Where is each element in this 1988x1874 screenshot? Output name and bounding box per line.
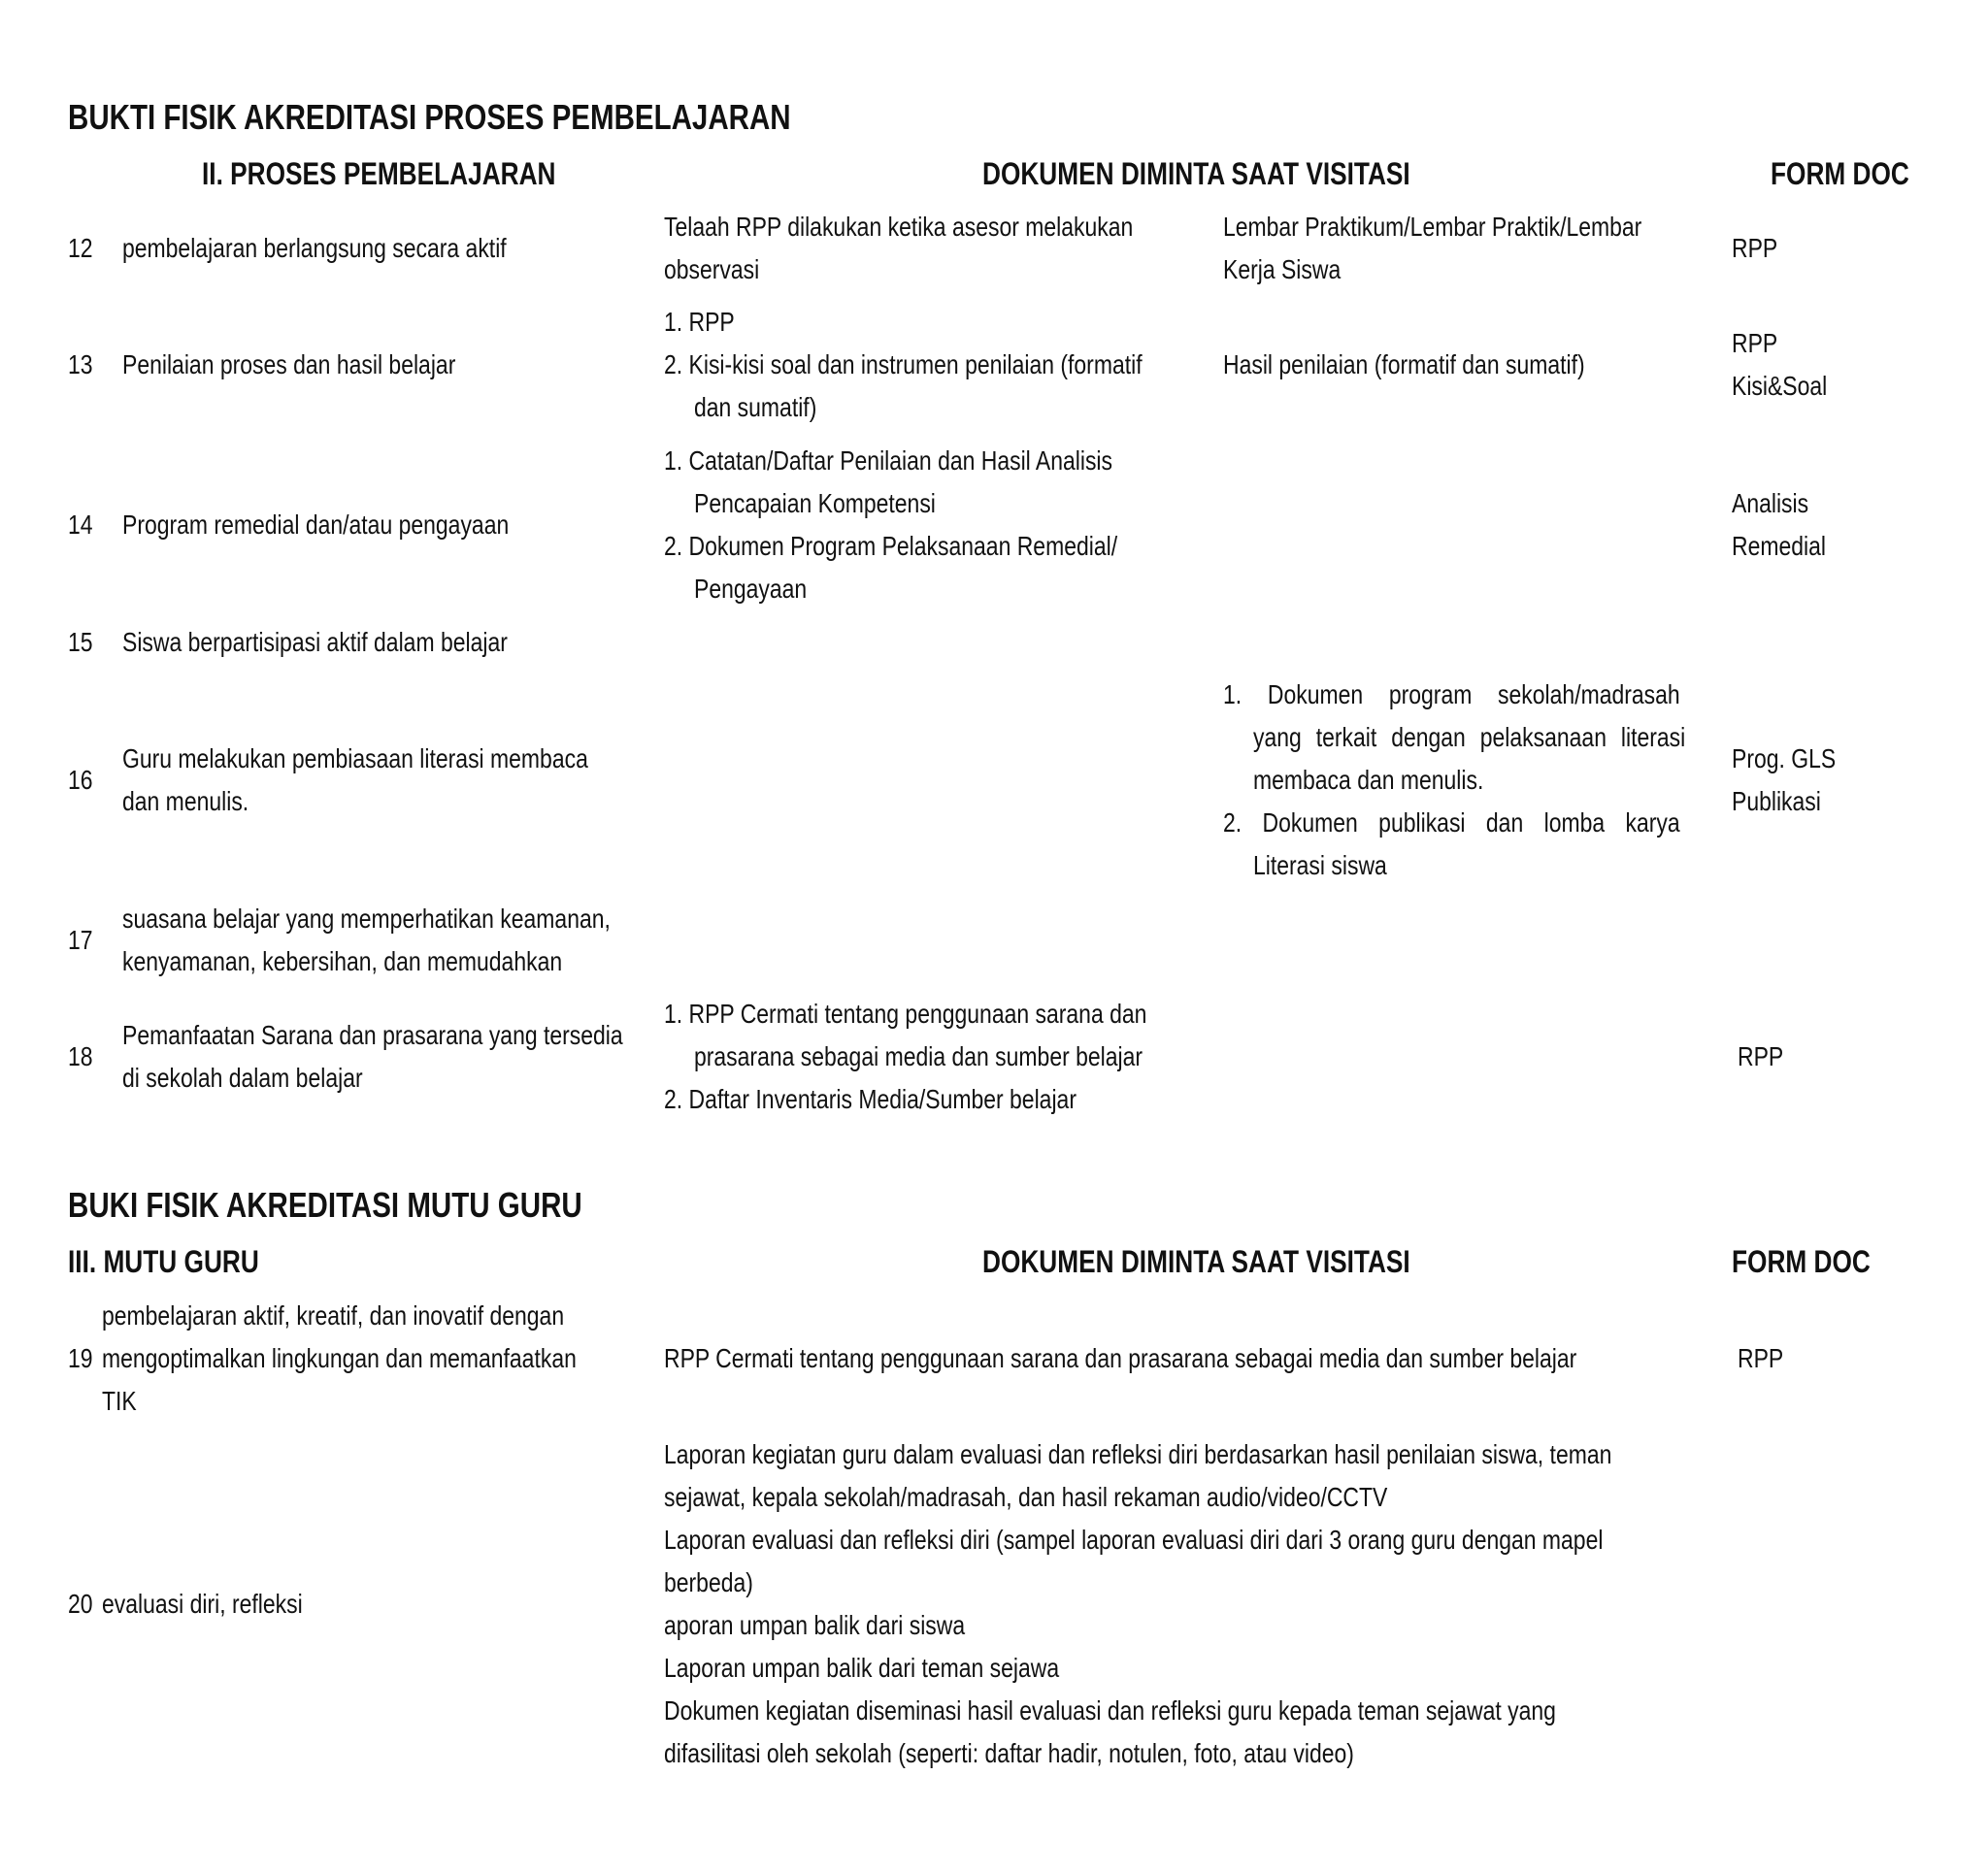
row-doc-line: 2. Dokumen publikasi dan lomba karya <box>1223 807 1680 838</box>
row-topic: di sekolah dalam belajar <box>122 1063 363 1093</box>
row-doc-line: prasarana sebagai media dan sumber belajar <box>694 1041 1143 1071</box>
row-topic: pembelajaran aktif, kreatif, dan inovatif dengan <box>102 1300 565 1331</box>
row-topic: Penilaian proses dan hasil belajar <box>122 349 456 379</box>
row-doc-line: berbeda) <box>664 1567 753 1597</box>
row-doc-line: Dokumen kegiatan diseminasi hasil evaluasi dan refleksi guru kepada teman sejawat yang <box>664 1695 1556 1726</box>
row-doc-line: yang terkait dengan pelaksanaan literasi <box>1253 722 1686 752</box>
row-doc-line: RPP Cermati tentang penggunaan sarana dan prasarana sebagai media dan sumber belajar <box>664 1343 1577 1373</box>
row-number: 17 <box>68 925 93 955</box>
row-doc-line: Laporan kegiatan guru dalam evaluasi dan refleksi diri berdasarkan hasil penilaian siswa, teman <box>664 1439 1612 1469</box>
row-doc-line: Laporan umpan balik dari teman sejawa <box>664 1653 1060 1683</box>
row-doc-line: Lembar Praktikum/Lembar Praktik/Lembar <box>1223 212 1642 242</box>
row-doc-line: Pencapaian Kompetensi <box>694 488 936 518</box>
row-topic: Pemanfaatan Sarana dan prasarana yang tersedia <box>122 1020 623 1050</box>
section1-col-topic-header: II. PROSES PEMBELAJARAN <box>202 156 556 191</box>
row-doc-line: aporan umpan balik dari siswa <box>664 1610 966 1640</box>
section2-title: BUKI FISIK AKREDITASI MUTU GURU <box>68 1185 582 1225</box>
row-doc-line: Literasi siswa <box>1253 850 1387 880</box>
row-form: RPP <box>1732 328 1778 358</box>
row-doc-line: 1. Catatan/Daftar Penilaian dan Hasil Analisis <box>664 445 1113 476</box>
row-form: RPP <box>1738 1041 1784 1071</box>
row-form: Remedial <box>1732 531 1826 561</box>
row-doc-line: 2. Kisi-kisi soal dan instrumen penilaian (formatif <box>664 349 1143 379</box>
row-number: 16 <box>68 765 93 795</box>
row-doc-line: 1. RPP Cermati tentang penggunaan sarana dan <box>664 999 1147 1029</box>
section2-col-topic-header: III. MUTU GURU <box>68 1244 259 1279</box>
row-doc-line: 1. RPP <box>664 307 735 337</box>
row-topic: Program remedial dan/atau pengayaan <box>122 510 510 540</box>
row-form: Publikasi <box>1732 786 1821 816</box>
row-topic: mengoptimalkan lingkungan dan memanfaatkan <box>102 1343 577 1373</box>
row-topic: suasana belajar yang memperhatikan keamanan, <box>122 904 611 934</box>
row-doc-line: 2. Daftar Inventaris Media/Sumber belajar <box>664 1084 1077 1114</box>
row-doc-line: Laporan evaluasi dan refleksi diri (sampel laporan evaluasi diri dari 3 orang guru dengan mapel <box>664 1525 1604 1555</box>
section2-col-docs-header: DOKUMEN DIMINTA SAAT VISITASI <box>982 1244 1410 1279</box>
row-form: Prog. GLS <box>1732 743 1837 773</box>
row-doc-line: Telaah RPP dilakukan ketika asesor melakukan <box>664 212 1134 242</box>
row-doc-line: sejawat, kepala sekolah/madrasah, dan hasil rekaman audio/video/CCTV <box>664 1482 1388 1512</box>
row-doc-line: difasilitasi oleh sekolah (seperti: daftar hadir, notulen, foto, atau video) <box>664 1738 1354 1768</box>
row-number: 13 <box>68 349 93 379</box>
row-topic: Siswa berpartisipasi aktif dalam belajar <box>122 627 508 657</box>
row-doc-line: Hasil penilaian (formatif dan sumatif) <box>1223 349 1585 379</box>
row-number: 15 <box>68 627 93 657</box>
section1-col-form-header: FORM DOC <box>1771 156 1909 191</box>
row-doc-line: 2. Dokumen Program Pelaksanaan Remedial/ <box>664 531 1118 561</box>
row-doc-line: observasi <box>664 254 760 284</box>
row-doc-line: dan sumatif) <box>694 392 817 422</box>
row-number: 12 <box>68 233 93 263</box>
row-topic: evaluasi diri, refleksi <box>102 1589 303 1619</box>
row-topic: dan menulis. <box>122 786 249 816</box>
row-topic: TIK <box>102 1386 137 1416</box>
row-number: 18 <box>68 1041 93 1071</box>
row-number: 14 <box>68 510 93 540</box>
row-number: 19 <box>68 1343 93 1373</box>
row-topic: kenyamanan, kebersihan, dan memudahkan <box>122 946 563 976</box>
row-form: Analisis <box>1732 488 1809 518</box>
row-doc-line: 1. Dokumen program sekolah/madrasah <box>1223 679 1680 709</box>
row-topic: Guru melakukan pembiasaan literasi membaca <box>122 743 588 773</box>
row-form: RPP <box>1732 233 1778 263</box>
row-doc-line: Pengayaan <box>694 574 808 604</box>
row-form: Kisi&Soal <box>1732 371 1828 401</box>
section1-col-docs-header: DOKUMEN DIMINTA SAAT VISITASI <box>982 156 1410 191</box>
row-form: RPP <box>1738 1343 1784 1373</box>
row-topic: pembelajaran berlangsung secara aktif <box>122 233 507 263</box>
row-doc-line: Kerja Siswa <box>1223 254 1342 284</box>
section2-col-form-header: FORM DOC <box>1732 1244 1871 1279</box>
section1-title: BUKTI FISIK AKREDITASI PROSES PEMBELAJARAN <box>68 97 791 137</box>
row-doc-line: membaca dan menulis. <box>1253 765 1484 795</box>
row-number: 20 <box>68 1589 93 1619</box>
